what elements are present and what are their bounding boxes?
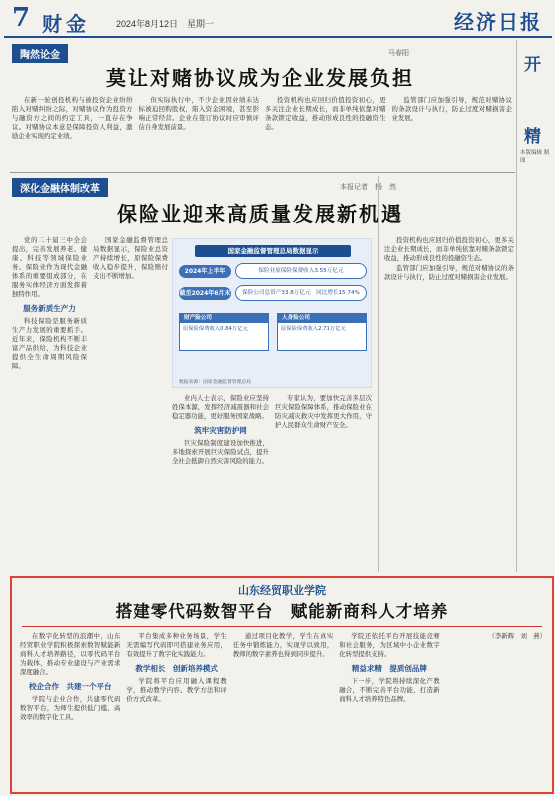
- paragraph: 在数字化转型的浪潮中，山东经贸职业学院积极探索数智赋能新商科人才培养路径，以零代码平台为载体，推动专业建设与产业需求深度融合。: [20, 632, 121, 676]
- article-kicker: 山东经贸职业学院: [238, 584, 326, 597]
- paragraph: 下一步，学院将持续深化产教融合，不断完善平台功能，打造新商科人才培养特色品牌。: [339, 677, 440, 703]
- paragraph: 学院与企业合作，共建零代码数智平台，为师生提供低门槛、高效率的数字化工具。: [20, 695, 121, 721]
- article-body-left: [12, 236, 168, 566]
- box-title: 财产险公司: [180, 314, 268, 323]
- paragraph: 监管部门应加强引导，规范对赌协议的条款设计与执行，防止过度对赌损害企业发展。: [391, 96, 512, 122]
- insurance-infographic: [172, 238, 372, 388]
- paragraph: 学院还依托平台开展技能竞赛和社会服务，为区域中小企业数字化转型提供支持。: [339, 632, 440, 658]
- column-tag: 深化金融体制改革: [12, 178, 108, 197]
- paragraph: 党的二十届三中全会提出，完善发展养老、健康、科技等领域保险业务。保险业作为现代金融体系的重要组成部分，在服务实体经济方面发挥着独特作用。: [12, 236, 87, 298]
- box-text: 原保险保费收入0.84万亿元: [183, 326, 248, 332]
- rail-heading: 开: [524, 55, 541, 75]
- highlighted-article: [10, 576, 554, 794]
- article-headline: 搭建零代码数智平台 赋能新商科人才培养: [115, 602, 449, 621]
- paragraph: 平台集成多种业务场景，学生无需编写代码即可搭建业务应用，有效提升了数字化实践能力。: [126, 632, 227, 658]
- column-divider: [378, 176, 379, 572]
- paragraph: 投资机构也应回归价值投资初心，更多关注企业长期成长，而非单纯依靠对赌条款锁定收益，推动形成良性的投融资生态。: [265, 96, 386, 131]
- section-title: 财金: [42, 12, 90, 36]
- headline-rule: [22, 626, 542, 627]
- infographic-period: 2024年上半年: [179, 265, 231, 278]
- infographic-stat: 保险公司总资产33.8万亿元 同比增长15.74%: [235, 285, 367, 301]
- box-text: 原保险保费收入2.71万亿元: [281, 326, 346, 332]
- article-headline: 保险业迎来高质量发展新机遇: [117, 202, 403, 226]
- section-divider: [10, 172, 515, 173]
- rail-note: 本版编辑 制图: [520, 150, 550, 164]
- article-column: [12, 96, 133, 168]
- subheading: 精益求精 提质创品牌: [351, 664, 427, 673]
- subheading: 校企合作 共建一个平台: [28, 682, 112, 691]
- box-title: 人身险公司: [278, 314, 366, 323]
- paragraph: 专家认为，要加快完善多层次巨灾保险保障体系，推动保险业在防灾减灾救灾中发挥更大作用，守护人民群众生命财产安全。: [275, 394, 372, 429]
- article-column: [233, 632, 333, 790]
- subheading: 筑牢灾害防护网: [194, 426, 247, 435]
- article-column: [172, 394, 269, 566]
- column-tag: 陶然论金: [12, 44, 68, 63]
- infographic-box: [277, 313, 367, 351]
- paragraph: 监管部门应加强引导，规范对赌协议的条款设计与执行，防止过度对赌损害企业发展。: [384, 264, 514, 281]
- infographic-period: 截至2024年6月末: [179, 287, 231, 300]
- infographic-source: 数据来源：国家金融监督管理总局: [179, 380, 251, 385]
- paragraph: （李新辉 刘 燕）: [488, 632, 547, 640]
- article-body: [20, 632, 546, 790]
- paragraph: 业内人士表示，保险业应坚持姓保本源，发挥经济减震器和社会稳定器功能，更好服务国家战略。: [172, 394, 269, 420]
- article-column: [339, 632, 439, 790]
- article-column: [265, 96, 386, 168]
- article-body: [12, 96, 512, 168]
- publication-date: 2024年8月12日 星期一: [116, 19, 215, 29]
- masthead-logo: 经济日报: [454, 10, 542, 34]
- article-column: [446, 632, 546, 790]
- subheading: 教学相长 创新培养模式: [135, 664, 218, 673]
- paragraph: 科技保险是服务新质生产力发展的重要抓手。近年来，保险机构不断丰富产品供给，为科技企业提供全生命周期风险保障。: [12, 317, 87, 370]
- article-column: [12, 236, 87, 566]
- page-number: 7: [12, 3, 31, 33]
- rail-heading: 精: [524, 127, 541, 147]
- infographic-box: [179, 313, 269, 351]
- infographic-stat: 保险业原保险保费收入3.55万亿元: [235, 263, 367, 279]
- article-column: [20, 632, 120, 790]
- article-column: [275, 394, 372, 566]
- subheading: 服务新质生产力: [23, 304, 76, 313]
- article-body-middle: [172, 394, 372, 566]
- article-column: [126, 632, 226, 790]
- paragraph: 国家金融监督管理总局数据显示，保险业总资产持续增长，原保险保费收入稳步提升，保险赔付支出不断增加。: [93, 236, 168, 280]
- paragraph: 通过项目化教学，学生在真实任务中锻炼能力，实现学以致用，教师的数字素养也得到同步提升。: [232, 632, 334, 658]
- paragraph: 投资机构也应回归价值投资初心，更多关注企业长期成长，而非单纯依靠对赌条款锁定收益，推动形成良性的投融资生态。: [384, 236, 514, 262]
- paragraph: 在新一轮创投机构与被投资企业纷纷陷入对赌纠纷之际，对赌协议作为投资方与融资方之间的约定工具，一直存在争议。对赌协议本意是保障投资人利益，激励企业实现约定业绩。: [12, 96, 133, 140]
- article-column: [93, 236, 168, 566]
- paragraph: 学院将平台应用融入课程教学，推动教学内容、教学方法和评价方式改革。: [126, 677, 227, 703]
- article-byline: 马春阳: [388, 49, 409, 57]
- infographic-banner: 国家金融监督管理总局数据显示: [195, 245, 351, 257]
- page-header: [4, 0, 552, 38]
- paragraph: 但实际执行中，不少企业因业绩未达标被迫回购股权，陷入资金困境，甚至影响正常经营。企业在签订协议时应审慎评估自身发展前景。: [138, 96, 259, 131]
- article-column: [139, 96, 260, 168]
- article-column: [384, 236, 514, 566]
- article-body-right: [384, 236, 514, 566]
- article-byline: 本报记者 杨 然: [340, 183, 396, 191]
- article-column: [392, 96, 513, 168]
- paragraph: 巨灾保险制度建设加快推进，多地探索开展巨灾保险试点，提升全社会抵御自然灾害风险的能力。: [172, 439, 269, 465]
- article-headline: 莫让对赌协议成为企业发展负担: [106, 66, 414, 90]
- rail-divider: [516, 40, 517, 572]
